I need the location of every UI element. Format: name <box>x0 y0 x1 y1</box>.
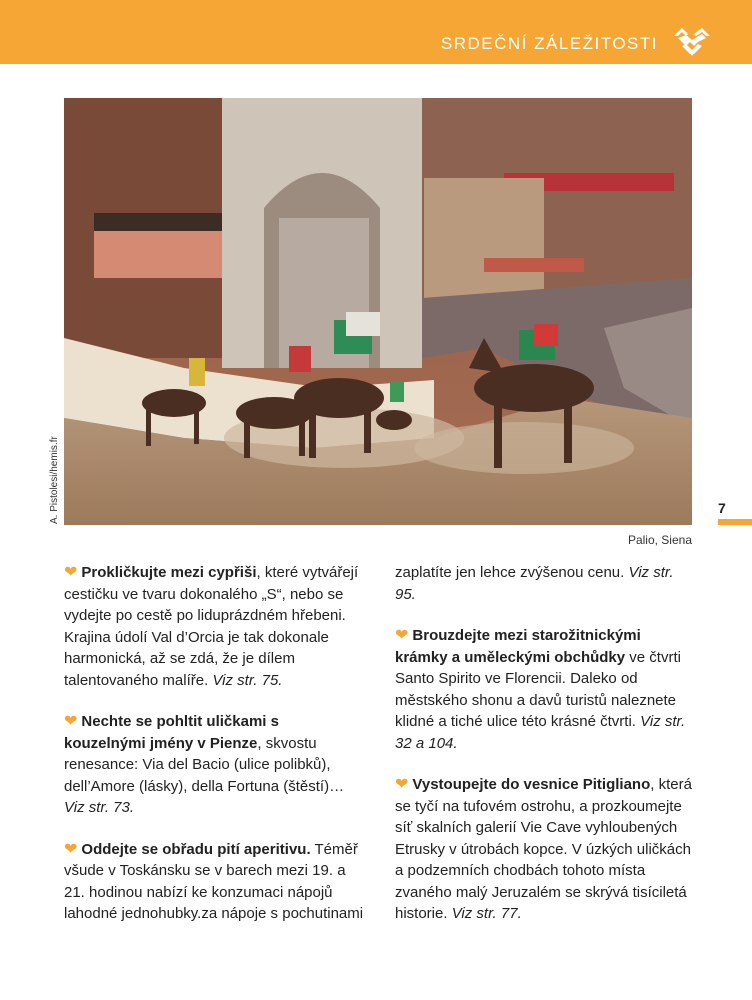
tip-body: ve čtvrti Santo Spirito ve Florencii. Daleko od městského shonu a davů turistů naleznete klidné a tiché ulice této krásné čtvrti. <box>395 648 681 730</box>
tip-paragraph <box>64 562 364 691</box>
palio-photo <box>64 98 692 525</box>
tip-body: zaplatíte jen lehce zvýšenou cenu. <box>395 564 629 581</box>
page-header <box>0 0 752 64</box>
tip-lead: Oddejte se obřadu pití aperitivu. <box>81 840 311 858</box>
tip-lead: Nechte se pohltit uličkami s kouzelnými jmény v Pienze <box>64 713 279 752</box>
tip-reference: Viz str. 77. <box>451 905 522 922</box>
tip-paragraph <box>395 774 695 925</box>
handshake-icon <box>672 26 712 58</box>
left-column <box>64 562 364 945</box>
heart-icon: ❤ <box>395 627 409 644</box>
photo-credit: A. Pistolesi/hemis.fr <box>49 436 60 524</box>
photo-caption: Palio, Siena <box>627 533 692 547</box>
tip-paragraph <box>64 711 364 819</box>
tip-paragraph <box>395 625 695 754</box>
tip-lead: Vystoupejte do vesnice Pitigliano <box>412 776 651 793</box>
heart-icon: ❤ <box>64 713 78 730</box>
tip-reference: Viz str. 73. <box>64 799 135 816</box>
page-number: 7 <box>718 500 726 516</box>
tip-body: , skvostu renesance: Via del Bacio (ulice polibků), dell’Amore (lásky), della Fortuna (štěstí)… <box>64 734 345 795</box>
tip-reference: Viz str. 32 a 104. <box>395 713 686 752</box>
page-marker <box>718 519 752 525</box>
tip-paragraph-continued <box>395 562 695 605</box>
tip-lead: Prokličkujte mezi cypřiši <box>81 564 257 581</box>
tip-body: , která se tyčí na tufovém ostrohu, a prozkoumejte síť skalních galerií Vie Cave vyhloubených Etrusky v útrobách kopce. V úzkých uličkách a podzemních chodbách tohoto místa zvaného malý Jeruzalém se skrývá tisíciletá historie. <box>395 776 692 922</box>
heart-icon: ❤ <box>395 776 409 793</box>
tip-lead: Brouzdejte mezi starožitnickými krámky a uměleckými obchůdky <box>395 627 641 666</box>
tip-reference: Viz str. 75. <box>212 671 283 689</box>
tip-reference: Viz str. 95. <box>395 564 674 603</box>
tip-body: Téměř všude v Toskánsku se v barech mezi 19. a 21. hodinou nabízí ke konzumaci nápojů lahodné jednohubky.za nápoje s pochutinami <box>64 840 364 922</box>
tip-paragraph <box>64 839 364 925</box>
heart-icon: ❤ <box>64 840 78 858</box>
section-title: SRDEČNÍ ZÁLEŽITOSTI <box>440 34 658 53</box>
heart-icon: ❤ <box>64 564 78 581</box>
right-column <box>395 562 695 945</box>
tip-body: , které vytvářejí cestičku ve tvaru dokonalého „S“, nebo se vydejte po cestě po liduprázdném hřebeni. Krajina údolí Val d’Orcia je tak dokonale harmonická, až se zdá, že je dílem talentovaného malíře. <box>64 564 359 689</box>
